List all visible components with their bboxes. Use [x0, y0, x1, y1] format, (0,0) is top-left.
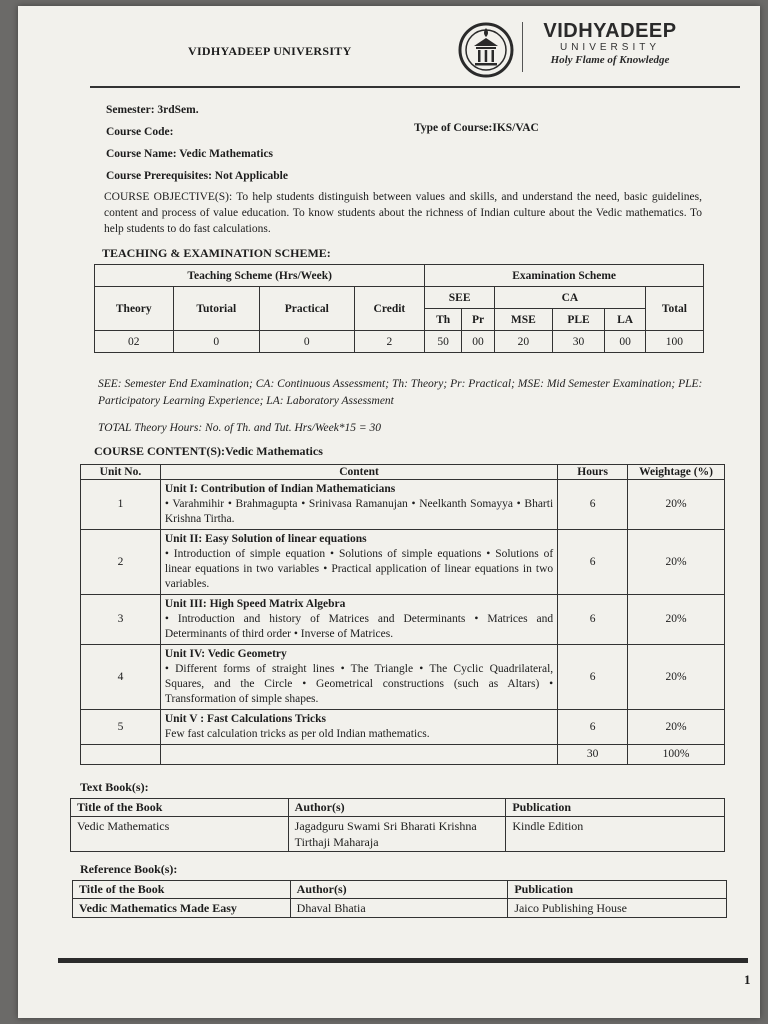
- unit-hours: 6: [558, 530, 628, 595]
- brand-sub: UNIVERSITY: [559, 42, 660, 53]
- header-book-publication: Publication: [508, 881, 727, 899]
- brand-block: [540, 20, 680, 66]
- unit-title: Unit IV: Vedic Geometry: [164, 648, 287, 660]
- col-practical: Practical: [259, 287, 354, 331]
- semester: Semester: 3rdSem.: [106, 104, 199, 116]
- unit-body: • Varahmihir • Brahmagupta • Srinivasa Ramanujan • Neelkanth Somayya • Bharti Krishna Tirtha.: [164, 498, 554, 525]
- book-author: Dhaval Bhatia: [290, 899, 508, 918]
- val-mse: 20: [495, 331, 553, 353]
- unit-weightage: 20%: [628, 480, 725, 530]
- unit-content: [160, 530, 557, 595]
- unit-weightage: 20%: [628, 645, 725, 710]
- header-hours: Hours: [558, 465, 628, 480]
- brand-name: VIDHYADEEP: [543, 20, 677, 42]
- table-row: [81, 595, 725, 645]
- header-rule: [90, 86, 740, 88]
- unit-weightage: 20%: [628, 530, 725, 595]
- book-title: Vedic Mathematics: [71, 817, 289, 852]
- table-row: [73, 899, 727, 918]
- brand-tagline: Holy Flame of Knowledge: [550, 54, 670, 66]
- unit-hours: 6: [558, 710, 628, 745]
- total-theory-hours: TOTAL Theory Hours: No. of Th. and Tut. Hrs/Week*15 = 30: [98, 422, 382, 434]
- unit-content: [160, 595, 557, 645]
- footer-rule: [58, 958, 748, 963]
- col-see: SEE: [425, 287, 495, 309]
- course-name: Course Name: Vedic Mathematics: [106, 148, 274, 160]
- scheme-values-row: [95, 331, 704, 353]
- unit-hours: 6: [558, 645, 628, 710]
- val-tutorial: 0: [173, 331, 259, 353]
- val-ple: 30: [552, 331, 605, 353]
- header-book-author: Author(s): [290, 881, 508, 899]
- logo-divider: [522, 22, 523, 72]
- col-mse: MSE: [495, 309, 553, 331]
- page-number: 1: [744, 972, 751, 987]
- course-prerequisites: Course Prerequisites: Not Applicable: [106, 170, 288, 182]
- val-th: 50: [425, 331, 462, 353]
- header-book-title: Title of the Book: [71, 799, 289, 817]
- unit-title: Unit III: High Speed Matrix Algebra: [164, 598, 346, 610]
- col-total: Total: [645, 287, 703, 331]
- val-pr: 00: [462, 331, 495, 353]
- unit-body: Few fast calculation tricks as per old Indian mathematics.: [164, 728, 430, 740]
- col-pr: Pr: [462, 309, 495, 331]
- unit-content: [160, 480, 557, 530]
- header-weightage: Weightage (%): [628, 465, 725, 480]
- university-logo-icon: [456, 20, 516, 80]
- scheme-legend: SEE: Semester End Examination; CA: Continuous Assessment; Th: Theory; Pr: Practical; MSE: Mid Semester Examination; PLE: Participatory Learning Experience; LA: Laboratory Assessment: [98, 378, 703, 407]
- scheme-title: TEACHING & EXAMINATION SCHEME:: [102, 246, 331, 260]
- content-title: COURSE CONTENT(S):Vedic Mathematics: [94, 444, 323, 458]
- document-page: [18, 6, 760, 1018]
- examination-scheme-header: Examination Scheme: [425, 265, 704, 287]
- table-row: [81, 480, 725, 530]
- unit-no: 1: [81, 480, 161, 530]
- unit-hours: 6: [558, 595, 628, 645]
- scheme-table: [94, 264, 704, 353]
- table-row: [81, 530, 725, 595]
- unit-body: • Introduction and history of Matrices and Determinants • Matrices and Determinants of third order • Inverse of Matrices.: [164, 613, 554, 640]
- reference-books-label: Reference Book(s):: [80, 862, 178, 876]
- header-content: Content: [160, 465, 557, 480]
- university-name: VIDHYADEEP UNIVERSITY: [188, 44, 352, 58]
- teaching-scheme-header: Teaching Scheme (Hrs/Week): [95, 265, 425, 287]
- table-row: [81, 645, 725, 710]
- header-book-publication: Publication: [506, 799, 725, 817]
- header-book-title: Title of the Book: [73, 881, 291, 899]
- val-theory: 02: [95, 331, 174, 353]
- col-la: LA: [605, 309, 645, 331]
- total-empty-cell: [81, 745, 161, 765]
- val-total: 100: [645, 331, 703, 353]
- unit-title: Unit V : Fast Calculations Tricks: [164, 713, 326, 725]
- book-author: Jagadguru Swami Sri Bharati Krishna Tirthaji Maharaja: [288, 817, 506, 852]
- table-row: [71, 817, 725, 852]
- total-weightage-value: 100%: [628, 745, 725, 765]
- col-ple: PLE: [552, 309, 605, 331]
- col-tutorial: Tutorial: [173, 287, 259, 331]
- header-book-author: Author(s): [288, 799, 506, 817]
- val-credit: 2: [354, 331, 425, 353]
- book-publication: Jaico Publishing House: [508, 899, 727, 918]
- course-code: Course Code:: [106, 126, 174, 138]
- header-unit-no: Unit No.: [81, 465, 161, 480]
- table-row: [81, 710, 725, 745]
- unit-weightage: 20%: [628, 595, 725, 645]
- col-theory: Theory: [95, 287, 174, 331]
- unit-no: 5: [81, 710, 161, 745]
- reference-books-table: [72, 880, 727, 918]
- text-books-table: [70, 798, 725, 852]
- unit-hours: 6: [558, 480, 628, 530]
- unit-title: Unit II: Easy Solution of linear equations: [164, 533, 367, 545]
- val-la: 00: [605, 331, 645, 353]
- unit-no: 2: [81, 530, 161, 595]
- col-th: Th: [425, 309, 462, 331]
- course-objective: COURSE OBJECTIVE(S): To help students distinguish between values and skills, and understand the need, basic guidelines, content and process of value education. To know students about the richness of Indian culture about the Vedic mathematics. To help students to do fast calculations.: [104, 191, 702, 235]
- unit-no: 3: [81, 595, 161, 645]
- type-of-course: Type of Course:IKS/VAC: [414, 122, 539, 134]
- col-ca: CA: [495, 287, 646, 309]
- unit-content: [160, 710, 557, 745]
- val-practical: 0: [259, 331, 354, 353]
- total-empty-cell: [160, 745, 557, 765]
- unit-body: • Different forms of straight lines • The Triangle • The Cyclic Quadrilateral, Squares, and the Circle • Geometrical constructions (such as Altars) • Transformation of simple shapes.: [164, 663, 554, 705]
- unit-content: [160, 645, 557, 710]
- book-title: Vedic Mathematics Made Easy: [73, 899, 291, 918]
- col-credit: Credit: [354, 287, 425, 331]
- content-total-row: [81, 745, 725, 765]
- text-books-label: Text Book(s):: [80, 780, 149, 794]
- book-publication: Kindle Edition: [506, 817, 725, 852]
- unit-no: 4: [81, 645, 161, 710]
- unit-body: • Introduction of simple equation • Solutions of simple equations • Solutions of linear equations in two variables • Practical application of linear equations in two variables.: [164, 548, 554, 590]
- total-hours-value: 30: [558, 745, 628, 765]
- unit-weightage: 20%: [628, 710, 725, 745]
- unit-title: Unit I: Contribution of Indian Mathematicians: [164, 483, 396, 495]
- course-content-table: [80, 464, 725, 765]
